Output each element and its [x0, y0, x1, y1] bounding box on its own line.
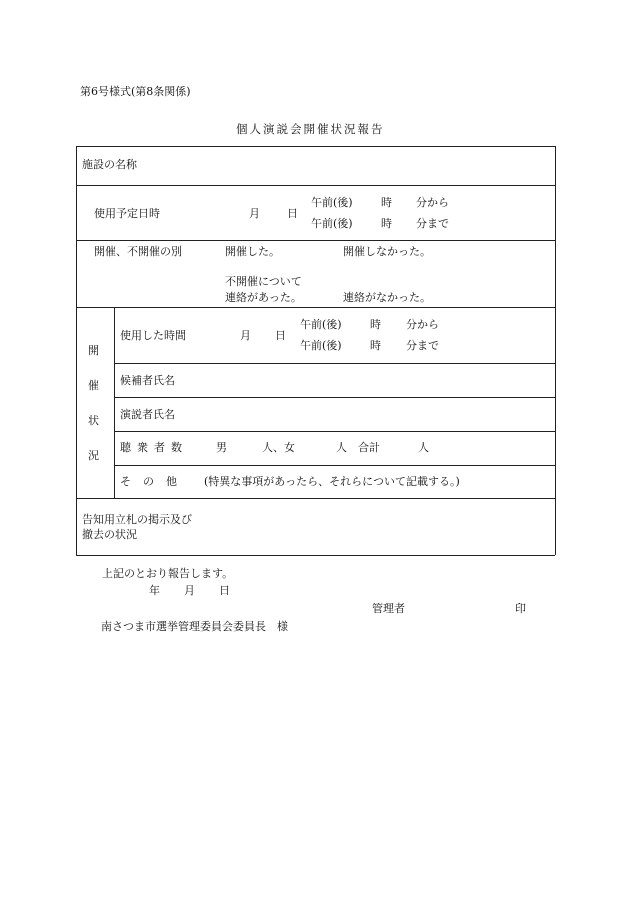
- time-used-start-minute: 分から: [406, 318, 439, 331]
- scheduled-end-hour: 時: [381, 217, 392, 230]
- footer-day: 日: [219, 584, 230, 597]
- scheduled-start-ampm: 午前(後): [311, 196, 353, 209]
- scheduled-datetime-label: 使用予定日時: [94, 207, 160, 220]
- scheduled-start-minute: 分から: [416, 196, 449, 209]
- manager-label: 管理者: [372, 602, 405, 615]
- audience-unit: 人: [418, 441, 429, 454]
- other-note: (特異な事項があったら、それらについて記載する。): [204, 475, 460, 488]
- footer-year: 年: [149, 584, 160, 597]
- scheduled-end-minute: 分まで: [416, 217, 449, 230]
- holding-status-char-1: 開: [88, 344, 99, 357]
- contact-yes-option: 連絡があった。: [225, 291, 302, 304]
- facility-name-label: 施設の名称: [82, 158, 137, 171]
- form-number: 第6号様式(第8条関係): [80, 85, 191, 98]
- holding-status-char-3: 状: [88, 414, 99, 427]
- scheduled-day: 日: [287, 207, 298, 220]
- document-title: 個人演説会開催状況報告: [236, 122, 385, 136]
- held-option: 開催した。: [225, 245, 280, 258]
- addressee: 南さつま市選挙管理委員会委員長 様: [101, 620, 288, 633]
- time-used-start-ampm: 午前(後): [300, 318, 342, 331]
- candidate-name-label: 候補者氏名: [120, 374, 175, 387]
- time-used-end-hour: 時: [370, 339, 381, 352]
- time-used-label: 使用した時間: [120, 329, 186, 342]
- time-used-end-ampm: 午前(後): [300, 339, 342, 352]
- audience-female: 人、女: [262, 441, 295, 454]
- scheduled-end-ampm: 午前(後): [311, 217, 353, 230]
- time-used-end-minute: 分まで: [406, 339, 439, 352]
- scheduled-start-hour: 時: [381, 196, 392, 209]
- other-label: その他: [120, 475, 189, 488]
- audience-male: 男: [216, 441, 227, 454]
- audience-total: 人 合計: [336, 441, 380, 454]
- time-used-start-hour: 時: [370, 318, 381, 331]
- scheduled-month: 月: [249, 207, 260, 220]
- seal-mark: 印: [515, 602, 526, 615]
- report-statement: 上記のとおり報告します。: [102, 567, 234, 580]
- contact-no-option: 連絡がなかった。: [343, 291, 431, 304]
- audience-count-label: 聴衆者数: [120, 441, 188, 454]
- notice-board-label-line2: 撤去の状況: [82, 528, 137, 541]
- not-held-option: 開催しなかった。: [343, 245, 431, 258]
- holding-status-char-4: 況: [88, 449, 99, 462]
- speaker-name-label: 演説者氏名: [120, 408, 175, 421]
- not-held-note: 不開催について: [225, 275, 302, 288]
- holding-status-char-2: 催: [88, 379, 99, 392]
- time-used-day: 日: [275, 329, 286, 342]
- notice-board-label-line1: 告知用立札の掲示及び: [82, 513, 192, 526]
- footer-month: 月: [184, 584, 195, 597]
- time-used-month: 月: [240, 329, 251, 342]
- held-or-not-label: 開催、不開催の別: [94, 245, 182, 258]
